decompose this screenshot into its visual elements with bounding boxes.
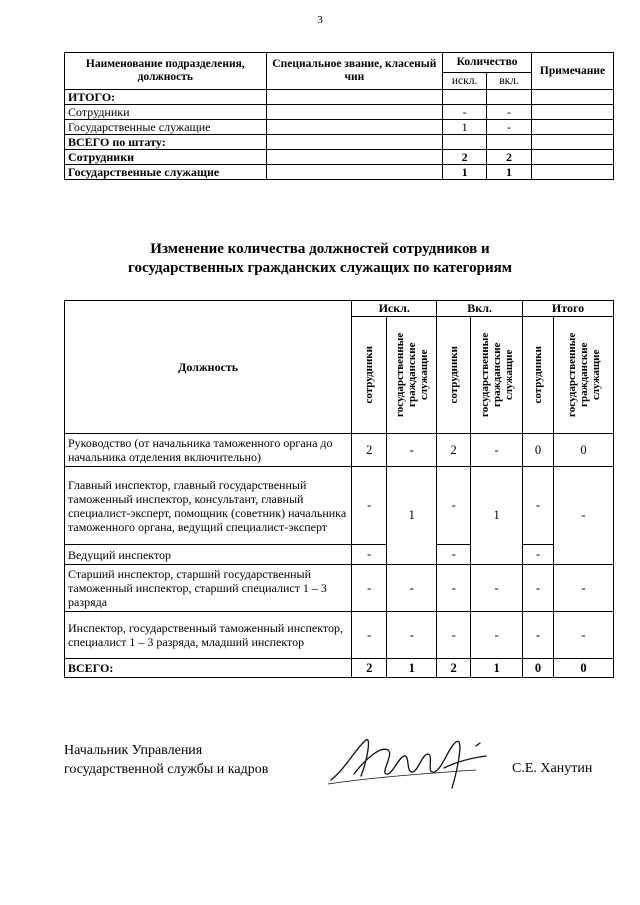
category-changes-table (64, 300, 614, 678)
row-position: Руководство (от начальника таможенного органа до начальника отделения включительно) (65, 434, 352, 467)
row-incl (487, 90, 532, 105)
header-civil: государственные гражданские служащие (478, 332, 515, 418)
row-incl (487, 135, 532, 150)
cell-incl-emp: 2 (437, 434, 471, 467)
cell-total-emp: 0 (523, 434, 554, 467)
header-employees: сотрудники (447, 346, 460, 404)
cell-incl-civil: - (471, 612, 523, 659)
cell-excl-emp: 2 (352, 659, 387, 678)
row-name: ВСЕГО по штату: (65, 135, 267, 150)
header-excl: Искл. (352, 301, 437, 317)
cell-incl-emp: - (437, 565, 471, 612)
signatory-name: С.Е. Ханутин (512, 761, 593, 776)
table-row (65, 434, 614, 467)
row-name: ИТОГО: (65, 90, 267, 105)
total-row (65, 659, 614, 678)
row-incl: - (487, 120, 532, 135)
handwritten-signature (326, 728, 506, 798)
cell-excl-civil: 1 (387, 659, 437, 678)
cell-total-emp: 0 (523, 659, 554, 678)
cell-total-civil: - (554, 467, 614, 565)
cell-excl-emp: - (352, 565, 387, 612)
section-heading (0, 240, 640, 278)
table-row (65, 90, 614, 105)
page-number: 3 (317, 14, 323, 26)
signatory-title-line-1: Начальник Управления (64, 743, 203, 758)
cell-excl-emp: - (352, 612, 387, 659)
cell-total-civil: 0 (554, 659, 614, 678)
cell-excl-civil: - (387, 565, 437, 612)
header-civil: государственные гражданские служащие (565, 332, 602, 418)
cell-excl-civil: - (387, 612, 437, 659)
row-excl: - (443, 105, 487, 120)
cell-excl-civil: 1 (387, 467, 437, 565)
cell-total-emp: - (523, 612, 554, 659)
cell-incl-emp: - (437, 612, 471, 659)
header-employees: сотрудники (532, 346, 545, 404)
row-excl (443, 135, 487, 150)
table-row (65, 467, 614, 545)
row-name: Государственные служащие (65, 165, 267, 180)
header-name: Наименование подразделения, должность (65, 53, 267, 90)
cell-total-civil: - (554, 565, 614, 612)
cell-incl-emp: - (437, 545, 471, 565)
header-position: Должность (65, 301, 352, 434)
header-count: Количество (443, 53, 532, 73)
row-name: Государственные служащие (65, 120, 267, 135)
header-note: Примечание (532, 53, 614, 90)
row-excl (443, 90, 487, 105)
header-civil: государственные гражданские служащие (393, 332, 430, 418)
table-row (65, 135, 614, 150)
cell-incl-civil: 1 (471, 467, 523, 565)
cell-incl-emp: - (437, 467, 471, 545)
cell-excl-emp: - (352, 467, 387, 545)
cell-total-civil: 0 (554, 434, 614, 467)
heading-line-1: Изменение количества должностей сотрудников и (150, 241, 490, 257)
row-name: Сотрудники (65, 105, 267, 120)
row-position: Инспектор, государственный таможенный инспектор, специалист 1 – 3 разряда, младший инспектор (65, 612, 352, 659)
table-row (65, 565, 614, 612)
staff-summary-table (64, 52, 614, 180)
header-incl: Вкл. (437, 301, 523, 317)
table-row (65, 105, 614, 120)
table-row (65, 150, 614, 165)
row-incl: 2 (487, 150, 532, 165)
table-row (65, 120, 614, 135)
cell-excl-emp: - (352, 545, 387, 565)
header-excl: искл. (443, 73, 487, 90)
header-total: Итого (523, 301, 614, 317)
table-row (65, 165, 614, 180)
header-incl: вкл. (487, 73, 532, 90)
row-position: Ведущий инспектор (65, 545, 352, 565)
cell-incl-emp: 2 (437, 659, 471, 678)
cell-incl-civil: - (471, 434, 523, 467)
heading-line-2: государственных гражданских служащих по категориям (128, 260, 512, 276)
cell-total-emp: - (523, 467, 554, 545)
row-incl: 1 (487, 165, 532, 180)
cell-total-civil: - (554, 612, 614, 659)
cell-excl-emp: 2 (352, 434, 387, 467)
row-position: Старший инспектор, старший государственный таможенный инспектор, старший специалист 1 – 3 разряда (65, 565, 352, 612)
header-employees: сотрудники (363, 346, 376, 404)
cell-total-emp: - (523, 565, 554, 612)
cell-excl-civil: - (387, 434, 437, 467)
row-incl: - (487, 105, 532, 120)
row-excl: 1 (443, 120, 487, 135)
signatory-title (64, 741, 268, 779)
cell-incl-civil: - (471, 565, 523, 612)
row-position: Главный инспектор, главный государственный таможенный инспектор, консультант, главный специалист-эксперт, помощник (советник) начальника таможенного органа, ведущий специалист-эксперт (65, 467, 352, 545)
row-name: Сотрудники (65, 150, 267, 165)
row-position: ВСЕГО: (65, 659, 352, 678)
row-excl: 1 (443, 165, 487, 180)
cell-incl-civil: 1 (471, 659, 523, 678)
table-row (65, 612, 614, 659)
cell-total-emp: - (523, 545, 554, 565)
row-excl: 2 (443, 150, 487, 165)
table-row (65, 545, 614, 565)
header-rank: Специальное звание, класеный чин (266, 53, 443, 90)
signatory-title-line-2: государственной службы и кадров (64, 762, 269, 777)
